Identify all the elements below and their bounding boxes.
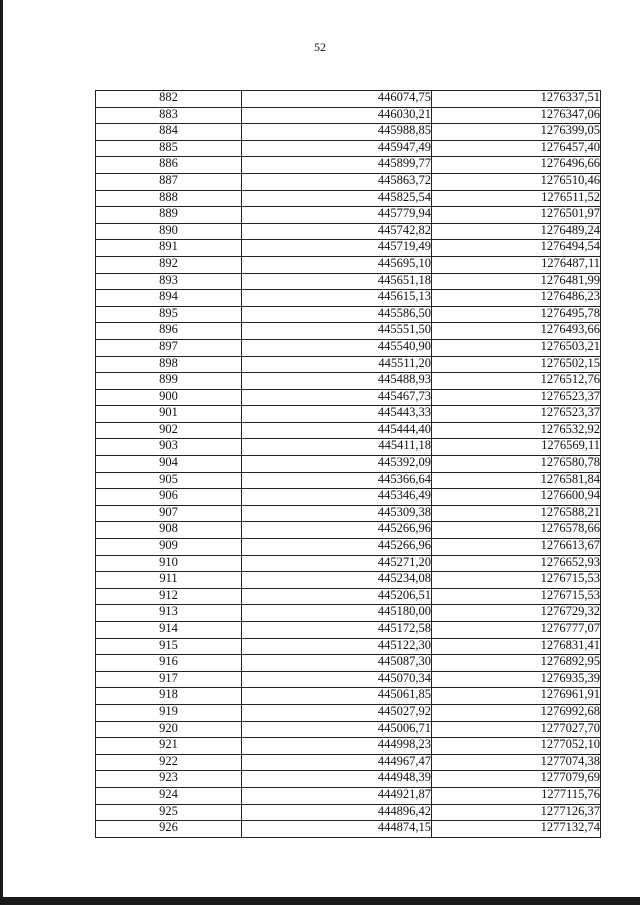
point-number-cell: 891 [96, 240, 242, 257]
point-number-cell: 923 [96, 771, 242, 788]
y-coordinate-cell: 1276399,05 [432, 124, 601, 141]
table-row [96, 505, 601, 522]
table-row [96, 721, 601, 738]
table-row [96, 572, 601, 589]
point-number-cell: 884 [96, 124, 242, 141]
x-coordinate-cell: 445488,93 [242, 373, 432, 390]
y-coordinate-cell: 1276892,95 [432, 655, 601, 672]
table-row [96, 124, 601, 141]
x-coordinate-cell: 445899,77 [242, 157, 432, 174]
table-row [96, 472, 601, 489]
y-coordinate-cell: 1276715,53 [432, 572, 601, 589]
y-coordinate-cell: 1276501,97 [432, 207, 601, 224]
point-number-cell: 921 [96, 738, 242, 755]
point-number-cell: 910 [96, 555, 242, 572]
table-row [96, 207, 601, 224]
x-coordinate-cell: 445366,64 [242, 472, 432, 489]
coordinates-table [95, 90, 601, 838]
x-coordinate-cell: 445615,13 [242, 290, 432, 307]
point-number-cell: 890 [96, 223, 242, 240]
table-row [96, 223, 601, 240]
y-coordinate-cell: 1276493,66 [432, 323, 601, 340]
x-coordinate-cell: 444921,87 [242, 787, 432, 804]
table-row [96, 588, 601, 605]
y-coordinate-cell: 1276935,39 [432, 671, 601, 688]
x-coordinate-cell: 445180,00 [242, 605, 432, 622]
point-number-cell: 886 [96, 157, 242, 174]
table-row [96, 157, 601, 174]
y-coordinate-cell: 1276580,78 [432, 456, 601, 473]
table-row [96, 771, 601, 788]
x-coordinate-cell: 446030,21 [242, 107, 432, 124]
y-coordinate-cell: 1277126,37 [432, 804, 601, 821]
point-number-cell: 912 [96, 588, 242, 605]
table-row [96, 738, 601, 755]
x-coordinate-cell: 445172,58 [242, 622, 432, 639]
x-coordinate-cell: 445511,20 [242, 356, 432, 373]
table-row [96, 356, 601, 373]
x-coordinate-cell: 445411,18 [242, 439, 432, 456]
table-row [96, 787, 601, 804]
table-row [96, 373, 601, 390]
x-coordinate-cell: 445443,33 [242, 406, 432, 423]
x-coordinate-cell: 446074,75 [242, 91, 432, 108]
y-coordinate-cell: 1276613,67 [432, 539, 601, 556]
x-coordinate-cell: 445947,49 [242, 140, 432, 157]
table-row [96, 655, 601, 672]
x-coordinate-cell: 445551,50 [242, 323, 432, 340]
table-row [96, 456, 601, 473]
x-coordinate-cell: 445695,10 [242, 256, 432, 273]
x-coordinate-cell: 444896,42 [242, 804, 432, 821]
point-number-cell: 883 [96, 107, 242, 124]
table-row [96, 622, 601, 639]
point-number-cell: 892 [96, 256, 242, 273]
point-number-cell: 901 [96, 406, 242, 423]
table-row [96, 290, 601, 307]
y-coordinate-cell: 1277052,10 [432, 738, 601, 755]
table-row [96, 339, 601, 356]
table-row [96, 190, 601, 207]
y-coordinate-cell: 1276512,76 [432, 373, 601, 390]
table-row [96, 555, 601, 572]
table-row [96, 422, 601, 439]
point-number-cell: 895 [96, 306, 242, 323]
point-number-cell: 899 [96, 373, 242, 390]
y-coordinate-cell: 1276510,46 [432, 173, 601, 190]
table-row [96, 489, 601, 506]
x-coordinate-cell: 445467,73 [242, 389, 432, 406]
y-coordinate-cell: 1277115,76 [432, 787, 601, 804]
point-number-cell: 924 [96, 787, 242, 804]
point-number-cell: 898 [96, 356, 242, 373]
table-row [96, 821, 601, 838]
x-coordinate-cell: 445061,85 [242, 688, 432, 705]
y-coordinate-cell: 1276588,21 [432, 505, 601, 522]
point-number-cell: 917 [96, 671, 242, 688]
point-number-cell: 916 [96, 655, 242, 672]
x-coordinate-cell: 445087,30 [242, 655, 432, 672]
x-coordinate-cell: 445122,30 [242, 638, 432, 655]
table-row [96, 754, 601, 771]
page-number: 52 [314, 40, 326, 54]
point-number-cell: 915 [96, 638, 242, 655]
y-coordinate-cell: 1277132,74 [432, 821, 601, 838]
x-coordinate-cell: 445070,34 [242, 671, 432, 688]
table-row [96, 256, 601, 273]
y-coordinate-cell: 1276600,94 [432, 489, 601, 506]
point-number-cell: 885 [96, 140, 242, 157]
table-row [96, 638, 601, 655]
y-coordinate-cell: 1276495,78 [432, 306, 601, 323]
x-coordinate-cell: 445266,96 [242, 522, 432, 539]
y-coordinate-cell: 1276581,84 [432, 472, 601, 489]
table-row [96, 306, 601, 323]
table-row [96, 240, 601, 257]
x-coordinate-cell: 445988,85 [242, 124, 432, 141]
y-coordinate-cell: 1277027,70 [432, 721, 601, 738]
y-coordinate-cell: 1276729,32 [432, 605, 601, 622]
table-row [96, 439, 601, 456]
y-coordinate-cell: 1276569,11 [432, 439, 601, 456]
point-number-cell: 913 [96, 605, 242, 622]
y-coordinate-cell: 1276496,66 [432, 157, 601, 174]
point-number-cell: 882 [96, 91, 242, 108]
y-coordinate-cell: 1276831,41 [432, 638, 601, 655]
x-coordinate-cell: 445309,38 [242, 505, 432, 522]
point-number-cell: 905 [96, 472, 242, 489]
table-row [96, 406, 601, 423]
y-coordinate-cell: 1276494,54 [432, 240, 601, 257]
point-number-cell: 903 [96, 439, 242, 456]
y-coordinate-cell: 1276489,24 [432, 223, 601, 240]
x-coordinate-cell: 445346,49 [242, 489, 432, 506]
y-coordinate-cell: 1276777,07 [432, 622, 601, 639]
point-number-cell: 888 [96, 190, 242, 207]
point-number-cell: 896 [96, 323, 242, 340]
y-coordinate-cell: 1276578,66 [432, 522, 601, 539]
x-coordinate-cell: 444948,39 [242, 771, 432, 788]
x-coordinate-cell: 445234,08 [242, 572, 432, 589]
table-row [96, 273, 601, 290]
y-coordinate-cell: 1276486,23 [432, 290, 601, 307]
point-number-cell: 918 [96, 688, 242, 705]
x-coordinate-cell: 445651,18 [242, 273, 432, 290]
y-coordinate-cell: 1276523,37 [432, 389, 601, 406]
table-row [96, 605, 601, 622]
y-coordinate-cell: 1276523,37 [432, 406, 601, 423]
point-number-cell: 894 [96, 290, 242, 307]
x-coordinate-cell: 445742,82 [242, 223, 432, 240]
table-row [96, 323, 601, 340]
table-row [96, 173, 601, 190]
y-coordinate-cell: 1276502,15 [432, 356, 601, 373]
point-number-cell: 897 [96, 339, 242, 356]
point-number-cell: 914 [96, 622, 242, 639]
table-row [96, 91, 601, 108]
x-coordinate-cell: 444998,23 [242, 738, 432, 755]
table-row [96, 389, 601, 406]
point-number-cell: 920 [96, 721, 242, 738]
y-coordinate-cell: 1276532,92 [432, 422, 601, 439]
x-coordinate-cell: 445206,51 [242, 588, 432, 605]
x-coordinate-cell: 444874,15 [242, 821, 432, 838]
point-number-cell: 906 [96, 489, 242, 506]
x-coordinate-cell: 445444,40 [242, 422, 432, 439]
scan-edge-bottom [0, 897, 640, 905]
point-number-cell: 893 [96, 273, 242, 290]
point-number-cell: 900 [96, 389, 242, 406]
point-number-cell: 926 [96, 821, 242, 838]
table-row [96, 688, 601, 705]
y-coordinate-cell: 1276503,21 [432, 339, 601, 356]
y-coordinate-cell: 1276487,11 [432, 256, 601, 273]
y-coordinate-cell: 1276511,52 [432, 190, 601, 207]
point-number-cell: 907 [96, 505, 242, 522]
y-coordinate-cell: 1276457,40 [432, 140, 601, 157]
x-coordinate-cell: 445540,90 [242, 339, 432, 356]
y-coordinate-cell: 1276652,93 [432, 555, 601, 572]
y-coordinate-cell: 1276347,06 [432, 107, 601, 124]
point-number-cell: 925 [96, 804, 242, 821]
x-coordinate-cell: 445027,92 [242, 704, 432, 721]
point-number-cell: 902 [96, 422, 242, 439]
x-coordinate-cell: 445271,20 [242, 555, 432, 572]
coordinates-table-body [96, 91, 601, 838]
point-number-cell: 889 [96, 207, 242, 224]
y-coordinate-cell: 1277079,69 [432, 771, 601, 788]
y-coordinate-cell: 1276337,51 [432, 91, 601, 108]
table-row [96, 704, 601, 721]
table-row [96, 671, 601, 688]
point-number-cell: 908 [96, 522, 242, 539]
scan-edge-left [0, 0, 3, 905]
x-coordinate-cell: 445006,71 [242, 721, 432, 738]
table-row [96, 539, 601, 556]
table-row [96, 522, 601, 539]
table-row [96, 107, 601, 124]
x-coordinate-cell: 445392,09 [242, 456, 432, 473]
point-number-cell: 909 [96, 539, 242, 556]
y-coordinate-cell: 1276481,99 [432, 273, 601, 290]
point-number-cell: 904 [96, 456, 242, 473]
x-coordinate-cell: 445586,50 [242, 306, 432, 323]
y-coordinate-cell: 1276961,91 [432, 688, 601, 705]
x-coordinate-cell: 445779,94 [242, 207, 432, 224]
x-coordinate-cell: 444967,47 [242, 754, 432, 771]
y-coordinate-cell: 1277074,38 [432, 754, 601, 771]
x-coordinate-cell: 445266,96 [242, 539, 432, 556]
point-number-cell: 911 [96, 572, 242, 589]
x-coordinate-cell: 445863,72 [242, 173, 432, 190]
x-coordinate-cell: 445719,49 [242, 240, 432, 257]
x-coordinate-cell: 445825,54 [242, 190, 432, 207]
point-number-cell: 922 [96, 754, 242, 771]
point-number-cell: 919 [96, 704, 242, 721]
y-coordinate-cell: 1276715,53 [432, 588, 601, 605]
point-number-cell: 887 [96, 173, 242, 190]
table-row [96, 140, 601, 157]
table-row [96, 804, 601, 821]
y-coordinate-cell: 1276992,68 [432, 704, 601, 721]
